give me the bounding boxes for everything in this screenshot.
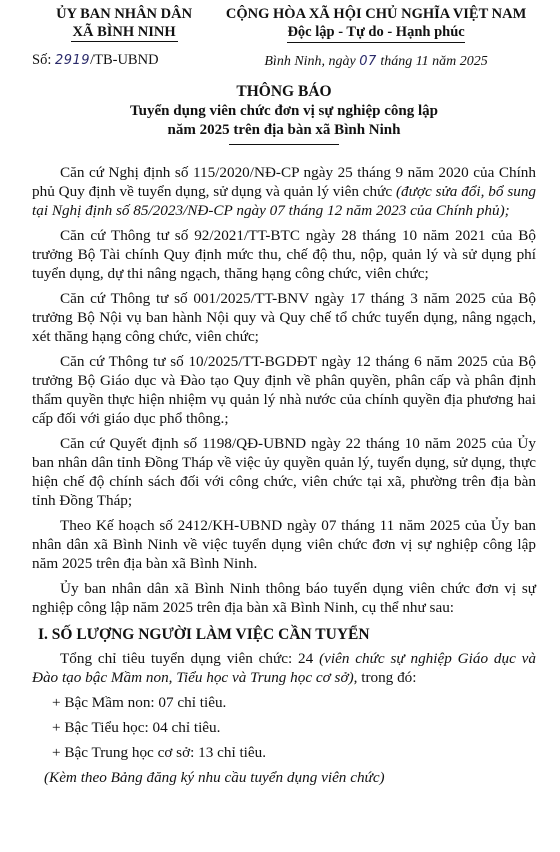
number-prefix: Số: <box>32 52 55 68</box>
country-name: CỘNG HÒA XÃ HỘI CHỦ NGHĨA VIỆT NAM <box>225 6 527 22</box>
handwritten-number: 2919 <box>54 53 91 68</box>
place-date-prefix: Bình Ninh, ngày <box>264 54 360 69</box>
title-divider <box>229 144 339 145</box>
total-quota-italic: (viên chức sự nghiệp Giáo dục và Đào tạo bậc Mầm non, Tiểu học và Trung học cơ sở) <box>32 650 536 686</box>
total-quota-text: Tổng chỉ tiêu tuyển dụng viên chức: 24 <box>60 650 320 667</box>
document-number <box>32 52 216 69</box>
document-title: THÔNG BÁO <box>236 83 332 100</box>
total-quota-paragraph <box>32 649 536 687</box>
plan-reference-paragraph: Theo Kế hoạch số 2412/KH-UBND ngày 07 tháng 11 năm 2025 của Ủy ban nhân dân xã Bình Ninh về việc tuyển dụng viên chức đơn vị sự nghiệp công lập năm 2025 trên địa bàn xã Bình Ninh. <box>32 517 536 572</box>
legal-basis-paragraph-4: Căn cứ Thông tư số 10/2025/TT-BGDĐT ngày 12 tháng 6 năm 2025 của Bộ trưởng Bộ Giáo dục và Đào tạo Quy định về phân quyền, phân cấp và phân định thẩm quyền thực hiện nhiệm vụ quản lý nhà nước của chính quyền địa phương hai cấp đối với giáo dục phổ thông.; <box>32 353 536 427</box>
place-date <box>216 53 536 70</box>
legal-basis-paragraph-1 <box>32 163 536 220</box>
document-subtitle-line1: Tuyển dụng viên chức đơn vị sự nghiệp công lập <box>130 103 438 119</box>
legal-basis-paragraph-5: Căn cứ Quyết định số 1198/QĐ-UBND ngày 22 tháng 10 năm 2025 của Ủy ban nhân dân tỉnh Đồng Tháp về việc ủy quyền quản lý, tuyển dụng, sử dụng, thực hiện chế độ chính sách đối với công chức, viên chức tại xã, phường trên địa bàn tỉnh Đồng Tháp; <box>32 435 536 509</box>
legal-basis-1-italic: (được sửa đổi, bổ sung tại Nghị định số 85/2023/NĐ-CP ngày 07 tháng 12 năm 2023 của Chính phủ); <box>32 183 537 219</box>
document-title-block <box>32 82 536 145</box>
national-block <box>216 6 536 70</box>
attachment-note: (Kèm theo Bảng đăng ký nhu cầu tuyển dụng viên chức) <box>44 769 385 786</box>
national-motto: Độc lập - Tự do - Hạnh phúc <box>287 24 464 43</box>
quota-item-secondary: + Bậc Trung học cơ sở: 13 chỉ tiêu. <box>52 744 267 761</box>
legal-basis-paragraph-2: Căn cứ Thông tư số 92/2021/TT-BTC ngày 28 tháng 10 năm 2021 của Bộ trưởng Bộ Tài chính Quy định mức thu, chế độ thu, nộp, quản lý và sử dụng phí tuyển dụng, dự thi nâng ngạch, thăng hạng công chức, viên chức; <box>32 227 536 282</box>
announcement-paragraph: Ủy ban nhân dân xã Bình Ninh thông báo tuyển dụng viên chức đơn vị sự nghiệp công lập năm 2025 trên địa bàn xã Bình Ninh, cụ thể như sau: <box>32 580 536 616</box>
issuer-commune: XÃ BÌNH NINH <box>72 24 176 40</box>
quota-item-preschool: + Bậc Mầm non: 07 chỉ tiêu. <box>52 694 227 711</box>
legal-basis-1-text: Căn cứ Nghị định số 115/2020/NĐ-CP ngày 25 tháng 9 năm 2020 của Chính phủ Quy định về tuyển dụng, sử dụng và quản lý viên chức <box>32 164 536 200</box>
legal-basis-paragraph-3: Căn cứ Thông tư số 001/2025/TT-BNV ngày 17 tháng 3 năm 2025 của Bộ trưởng Bộ Nội vụ ban hành Nội quy và Quy chế tổ chức tuyển dụng, nâng ngạch, xét thăng hạng công chức, viên chức; <box>32 290 536 345</box>
quota-item-primary: + Bậc Tiểu học: 04 chỉ tiêu. <box>52 719 221 736</box>
number-suffix: /TB-UBND <box>90 52 159 68</box>
issuer-name: ỦY BAN NHÂN DÂN <box>56 6 193 22</box>
handwritten-day: 07 <box>359 54 377 69</box>
section-1-heading: I. SỐ LƯỢNG NGƯỜI LÀM VIỆC CẦN TUYỂN <box>38 626 370 643</box>
place-date-suffix: tháng 11 năm 2025 <box>376 54 488 69</box>
document-subtitle-line2: năm 2025 trên địa bàn xã Bình Ninh <box>167 122 401 138</box>
total-quota-suffix: , trong đó: <box>353 669 417 686</box>
document-body <box>32 163 536 787</box>
issuer-block <box>32 6 216 70</box>
document-header <box>32 6 536 70</box>
